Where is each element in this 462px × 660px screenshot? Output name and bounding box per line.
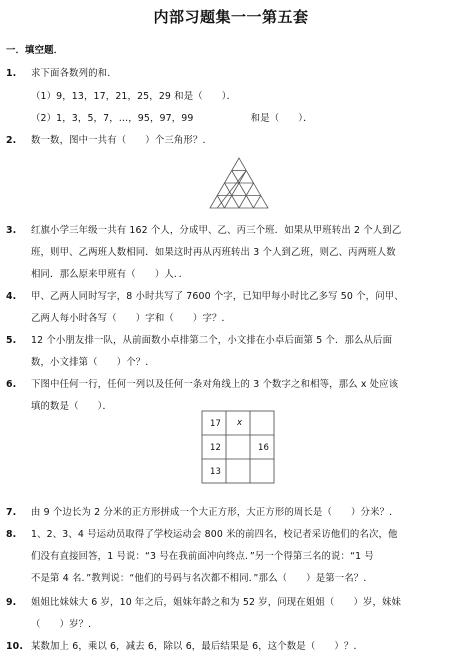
question-5-number: 5. <box>6 335 17 346</box>
question-6-line-1: 下图中任何一行，任何一列以及任何一条对角线上的 3 个数字之和相等，那么 x 处应该 <box>31 379 399 390</box>
question-6-number: 6. <box>6 379 17 390</box>
question-4-line-2: 乙两人每小时各写（ ）字和（ ）字？． <box>31 313 232 324</box>
section-heading: 一．填空题． <box>6 45 64 56</box>
question-5-line-2: 数，小文排第（ ）个？． <box>31 357 155 368</box>
question-7-text: 由 9 个边长为 2 分米的正方形拼成一个大正方形，大正方形的周长是（ ）分米？． <box>31 507 399 518</box>
question-9-line-1: 姐姐比妹妹大 6 岁，10 年之后，姐妹年龄之和为 52 岁，问现在姐姐（ ）岁，妹妹 <box>31 597 402 608</box>
question-5-line-1: 12 个小朋友排一队，从前面数小卓排第二个，小文排在小卓后面第 5 个．那么从后面 <box>31 335 393 346</box>
grid-cell-r2c3: 16 <box>258 443 270 453</box>
grid-cell-r2c1: 12 <box>210 443 222 453</box>
grid-cell-r1c2: x <box>237 418 243 428</box>
question-1-sub-2: （2）1，3，5，7，…，95，97，99 和是（ ）． <box>31 113 313 124</box>
question-10-number: 10. <box>6 641 24 652</box>
question-9-number: 9. <box>6 597 17 608</box>
page-title: 内部习题集一一第五套 <box>153 8 309 26</box>
question-4-number: 4. <box>6 291 17 302</box>
question-8-line-1: 1、2、3、4 号运动员取得了学校运动会 800 米的前四名，校记者采访他们的名次，他 <box>31 529 398 540</box>
question-4-line-1: 甲、乙两人同时写字，8 小时共写了 7600 个字，已知甲每小时比乙多写 50 个，问甲、 <box>31 291 404 302</box>
question-1-sub-1: （1）9，13，17，21，25，29 和是（ ）． <box>31 91 237 102</box>
question-6-line-2: 填的数是（ ）． <box>31 401 113 412</box>
question-8-line-3: 不是第 4 名．”教判说：“他们的号码与名次都不相同．”那么（ ）是第一名？． <box>31 573 373 584</box>
question-3-number: 3. <box>6 225 17 236</box>
question-10-text: 某数加上 6，乘以 6，减去 6，除以 6，最后结果是 6，这个数是（ ）？． <box>31 641 363 652</box>
triangle-figure <box>208 156 270 211</box>
grid-cell-r1c1: 17 <box>210 419 222 429</box>
question-7-number: 7. <box>6 507 17 518</box>
question-1-text: 求下面各数列的和． <box>31 68 117 79</box>
question-2-text: 数一数，图中一共有（ ）个三角形？． <box>31 135 212 146</box>
question-8-number: 8. <box>6 529 17 540</box>
question-1-number: 1. <box>6 68 17 79</box>
question-3-line-1: 红旗小学三年级一共有 162 个人，分成甲、乙、丙三个班．如果从甲班转出 2 个人到乙 <box>31 225 402 236</box>
question-8-line-2: 们没有直接回答，1 号说：“3 号在我前面冲向终点．”另一个得第三名的说：“1 号 <box>31 551 374 562</box>
question-3-line-2: 班，则甲、乙两班人数相同．如果这时再从丙班转出 3 个人到乙班，则乙、丙两班人数 <box>31 247 396 258</box>
question-2-number: 2. <box>6 135 17 146</box>
grid-cell-r3c1: 13 <box>210 467 222 477</box>
question-3-line-3: 相同．那么原来甲班有（ ）人．． <box>31 269 189 280</box>
question-9-line-2: （ ）岁？． <box>31 619 98 630</box>
